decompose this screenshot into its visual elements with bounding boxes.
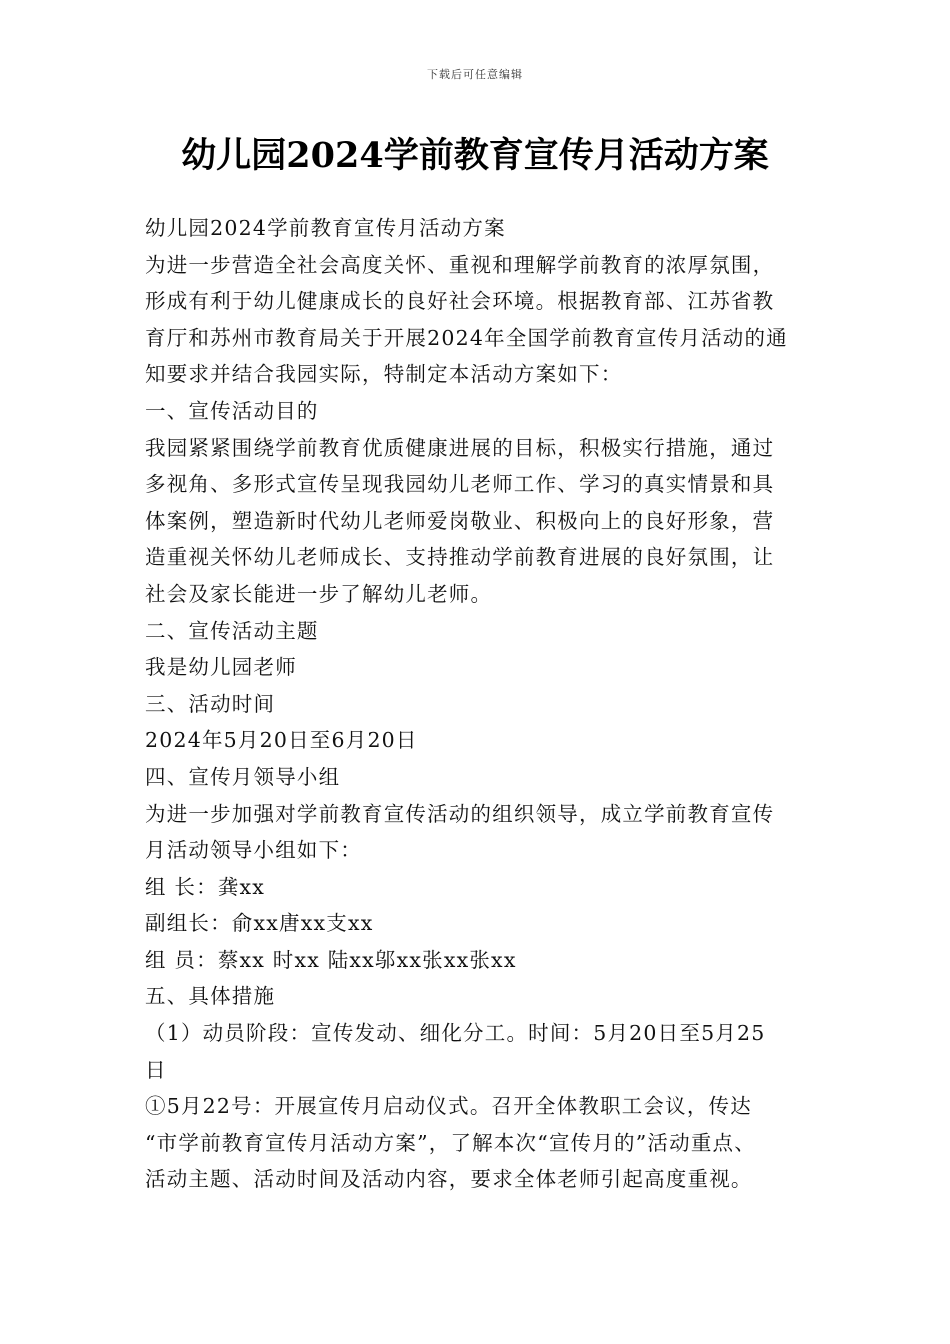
body-line: 我是幼儿园老师 [145,655,297,680]
body-line: 知要求并结合我园实际，特制定本活动方案如下： [145,362,623,387]
body-line: ①5月22号：开展宣传月启动仪式。召开全体教职工会议，传达 [145,1094,752,1119]
body-line: 形成有利于幼儿健康成长的良好社会环境。根据教育部、江苏省教 [145,289,775,314]
body-line: 育厅和苏州市教育局关于开展2024年全国学前教育宣传月活动的通 [145,325,788,350]
section-heading: 二、宣传活动主题 [145,618,319,643]
body-line: 为进一步加强对学前教育宣传活动的组织领导，成立学前教育宣传 [145,801,775,826]
header-note: 下载后可任意编辑 [427,68,523,81]
body-line: 日 [145,1057,167,1082]
body-line: 副组长：俞xx唐xx支xx [145,911,374,936]
body-line: 造重视关怀幼儿老师成长、支持推动学前教育进展的良好氛围，让 [145,545,775,570]
body-line: 2024年5月20日至6月20日 [145,728,418,753]
section-heading: 一、宣传活动目的 [145,398,319,423]
body-line: 多视角、多形式宣传呈现我园幼儿老师工作、学习的真实情景和具 [145,472,775,497]
section-heading: 三、活动时间 [145,691,276,716]
body-line: 组 员：蔡xx 时xx 陆xx邬xx张xx张xx [145,947,517,972]
section-heading: 四、宣传月领导小组 [145,764,341,789]
document-body [145,210,825,1198]
body-line: 活动主题、活动时间及活动内容，要求全体老师引起高度重视。 [145,1167,753,1192]
body-line: 组 长：龚xx [145,874,266,899]
body-line: 体案例，塑造新时代幼儿老师爱岗敬业、积极向上的良好形象，营 [145,508,775,533]
document-title: 幼儿园2024学前教育宣传月活动方案 [181,135,769,176]
body-line: 我园紧紧围绕学前教育优质健康进展的目标，积极实行措施，通过 [145,435,775,460]
body-line: “市学前教育宣传月活动方案”，了解本次“宣传月的”活动重点、 [145,1130,756,1155]
body-line: 社会及家长能进一步了解幼儿老师。 [145,581,493,606]
body-line: 幼儿园2024学前教育宣传月活动方案 [145,216,506,240]
body-line: （1）动员阶段：宣传发动、细化分工。时间：5月20日至5月25 [145,1021,766,1046]
body-line: 为进一步营造全社会高度关怀、重视和理解学前教育的浓厚氛围， [145,252,775,277]
body-line: 月活动领导小组如下： [145,838,362,863]
section-heading: 五、具体措施 [145,984,276,1009]
